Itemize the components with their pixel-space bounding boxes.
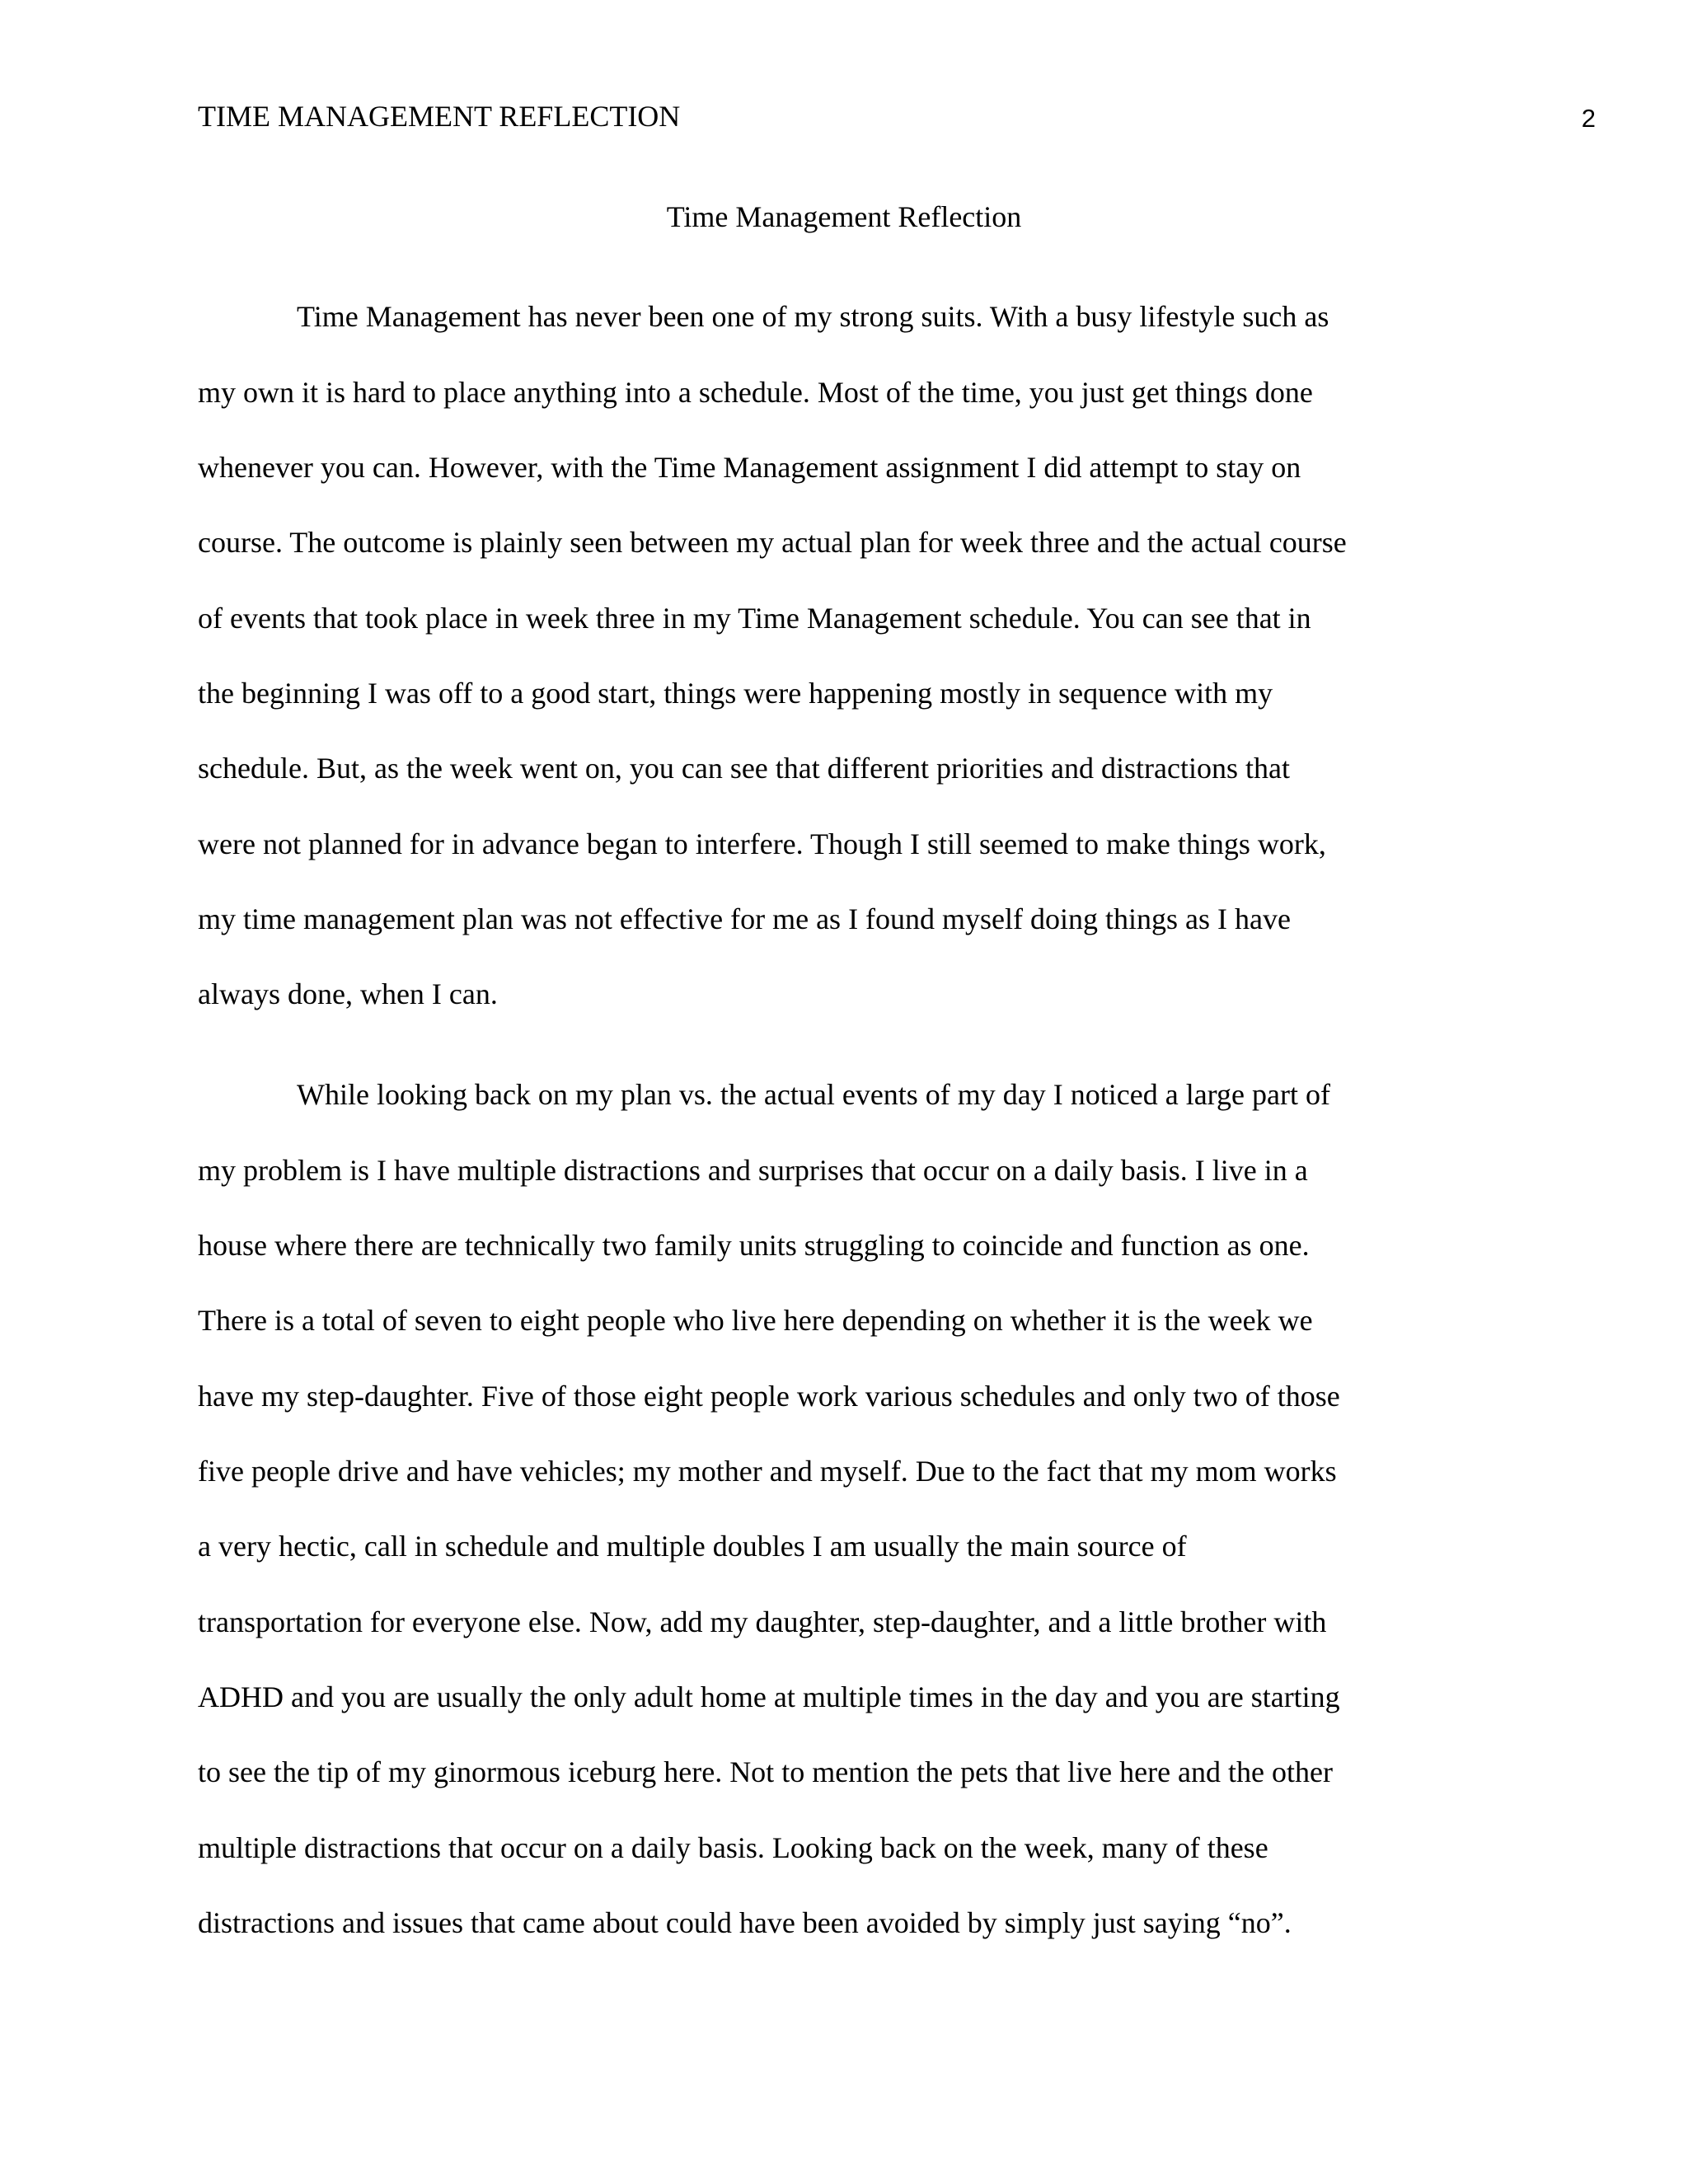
paragraph-2-line-2: my problem is I have multiple distractions and surprises that occur on a daily basis. I live in a <box>198 1154 1308 1187</box>
paragraph-1-line-3: whenever you can. However, with the Time Management assignment I did attempt to stay on <box>198 451 1301 484</box>
paragraph-1-line-8: were not planned for in advance began to interfere. Though I still seemed to make things work, <box>198 827 1326 860</box>
paragraph-2-line-4: There is a total of seven to eight people who live here depending on whether it is the week we <box>198 1304 1313 1337</box>
paragraph-1-line-9: my time management plan was not effective for me as I found myself doing things as I have <box>198 902 1291 935</box>
paragraph-2-line-12: distractions and issues that came about could have been avoided by simply just saying “no”. <box>198 1906 1292 1939</box>
paragraph-2-line-5: have my step-daughter. Five of those eight people work various schedules and only two of those <box>198 1380 1340 1413</box>
paragraph-2-line-9: ADHD and you are usually the only adult home at multiple times in the day and you are starting <box>198 1680 1340 1713</box>
paragraph-1-line-4: course. The outcome is plainly seen between my actual plan for week three and the actual course <box>198 526 1347 559</box>
document-title: Time Management Reflection <box>666 200 1022 233</box>
paragraph-1-line-7: schedule. But, as the week went on, you can see that different priorities and distractions that <box>198 752 1290 785</box>
page-number: 2 <box>1581 104 1596 133</box>
paragraph-2-line-1: While looking back on my plan vs. the actual events of my day I noticed a large part of <box>297 1078 1330 1111</box>
paragraph-2-line-11: multiple distractions that occur on a daily basis. Looking back on the week, many of these <box>198 1831 1268 1864</box>
paragraph-1-line-5: of events that took place in week three in my Time Management schedule. You can see that in <box>198 602 1311 635</box>
paragraph-1-line-1: Time Management has never been one of my strong suits. With a busy lifestyle such as <box>297 300 1329 333</box>
paragraph-2-line-10: to see the tip of my ginormous iceburg here. Not to mention the pets that live here and the other <box>198 1755 1333 1788</box>
paragraph-2-line-6: five people drive and have vehicles; my mother and myself. Due to the fact that my mom works <box>198 1455 1337 1488</box>
running-head: TIME MANAGEMENT REFLECTION <box>198 100 681 133</box>
paragraph-1-line-10: always done, when I can. <box>198 977 498 1010</box>
paragraph-1-line-2: my own it is hard to place anything into a schedule. Most of the time, you just get things done <box>198 376 1313 409</box>
paragraph-2-line-7: a very hectic, call in schedule and multiple doubles I am usually the main source of <box>198 1530 1187 1563</box>
paragraph-1-line-6: the beginning I was off to a good start, things were happening mostly in sequence with my <box>198 677 1273 710</box>
paragraph-2-line-3: house where there are technically two family units struggling to coincide and function as one. <box>198 1229 1310 1262</box>
paragraph-2-line-8: transportation for everyone else. Now, add my daughter, step-daughter, and a little brother with <box>198 1605 1327 1638</box>
